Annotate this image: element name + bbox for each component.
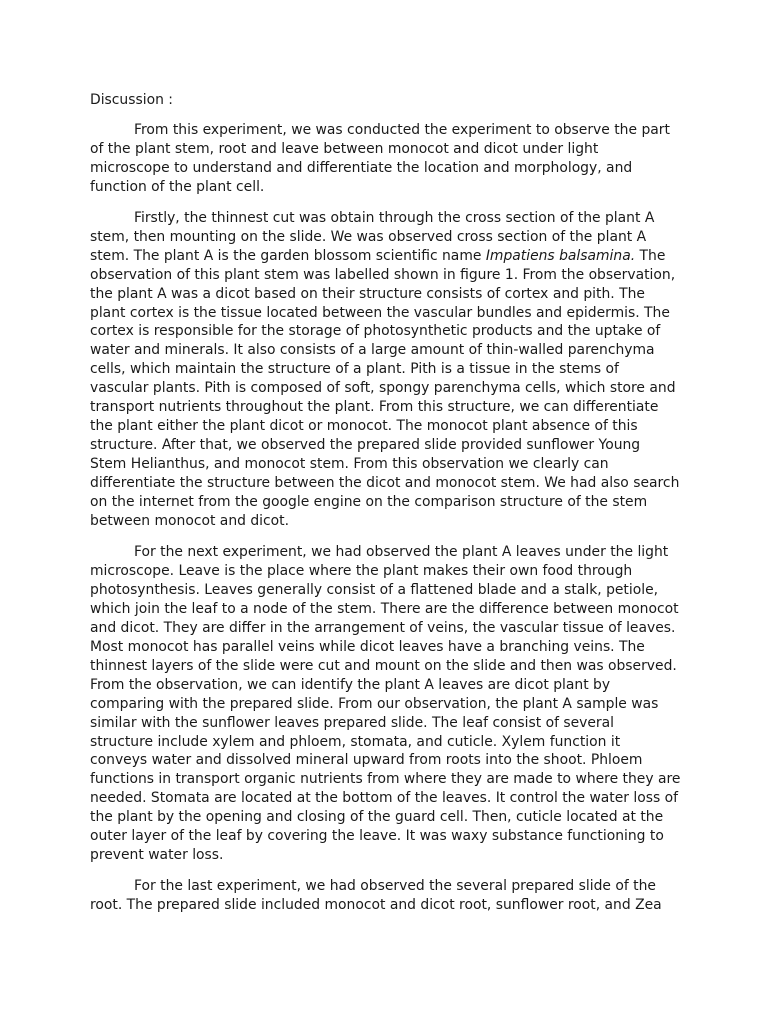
text-line: needed. Stomata are located at the bottom of the leaves. It control the water loss of [90,790,679,807]
paragraph-3 [90,543,680,865]
text-line: Firstly, the thinnest cut was obtain through the cross section of the plant A [134,209,655,226]
text-line: functions in transport organic nutrients from where they are made to where they are [90,771,681,788]
discussion-heading: Discussion : [90,92,173,108]
text-line: structure. After that, we observed the prepared slide provided sunflower Young [90,437,641,454]
text-line: and dicot. They are differ in the arrangement of veins, the vascular tissue of leaves. [90,619,676,636]
paragraph-2 [90,209,680,531]
text-line: thinnest layers of the slide were cut and mount on the slide and then was observed. [90,657,677,674]
text-line: microscope. Leave is the place where the plant makes their own food through [90,562,633,579]
text-line: the plant A was a dicot based on their structure consists of cortex and pith. The [90,285,645,302]
text-line: the plant either the plant dicot or monocot. The monocot plant absence of this [90,418,638,435]
text-line: transport nutrients throughout the plant. From this structure, we can differentiate [90,399,659,416]
text-line: observation of this plant stem was labelled shown in figure 1. From the observation, [90,266,676,283]
text-line: root. The prepared slide included monocot and dicot root, sunflower root, and Zea [90,897,662,914]
text-line: Most monocot has parallel veins while dicot leaves have a branching veins. The [90,638,645,655]
text-line: cells, which maintain the structure of a plant. Pith is a tissue in the stems of [90,361,619,378]
text-line: photosynthesis. Leaves generally consist of a flattened blade and a stalk, petiole, [90,581,659,598]
document-page [90,91,680,927]
text-line: prevent water loss. [90,847,224,864]
text-line: Stem Helianthus, and monocot stem. From this observation we clearly can [90,456,609,473]
paragraph-1 [90,121,680,197]
text-line: stem, then mounting on the slide. We was observed cross section of the plant A [90,228,647,245]
text-line: outer layer of the leaf by covering the leave. It was waxy substance functioning to [90,828,664,845]
text-line: water and minerals. It also consists of a large amount of thin-walled parenchyma [90,342,655,359]
text-line: microscope to understand and differentiate the location and morphology, and [90,159,633,176]
text-line: From this experiment, we was conducted the experiment to observe the part [134,121,670,138]
text-line: comparing with the prepared slide. From our observation, the plant A sample was [90,695,659,712]
text-line: between monocot and dicot. [90,513,290,530]
text-line: on the internet from the google engine on the comparison structure of the stem [90,494,648,511]
text-line: function of the plant cell. [90,178,265,195]
text-line: vascular plants. Pith is composed of soft, spongy parenchyma cells, which store and [90,380,676,397]
text-line: differentiate the structure between the dicot and monocot stem. We had also search [90,475,680,492]
text-line: which join the leaf to a node of the stem. There are the difference between monocot [90,600,679,617]
text-line: similar with the sunflower leaves prepared slide. The leaf consist of several [90,714,615,731]
text-line: For the next experiment, we had observed the plant A leaves under the light [134,543,669,560]
text-line: cortex is responsible for the storage of photosynthetic products and the uptake of [90,323,661,340]
text-segment: The [635,247,666,264]
text-line: plant cortex is the tissue located between the vascular bundles and epidermis. The [90,304,670,321]
text-line [90,247,680,266]
scientific-name: Impatiens balsamina. [485,247,636,264]
text-line: From the observation, we can identify the plant A leaves are dicot plant by [90,676,611,693]
paragraph-4 [90,877,680,915]
text-line: of the plant stem, root and leave between monocot and dicot under light [90,140,599,157]
text-line: structure include xylem and phloem, stomata, and cuticle. Xylem function it [90,733,621,750]
text-line: conveys water and dissolved mineral upward from roots into the shoot. Phloem [90,752,643,769]
text-line: For the last experiment, we had observed the several prepared slide of the [134,878,656,895]
text-segment: stem. The plant A is the garden blossom scientific name [90,247,486,264]
text-line: the plant by the opening and closing of the guard cell. Then, cuticle located at the [90,809,664,826]
